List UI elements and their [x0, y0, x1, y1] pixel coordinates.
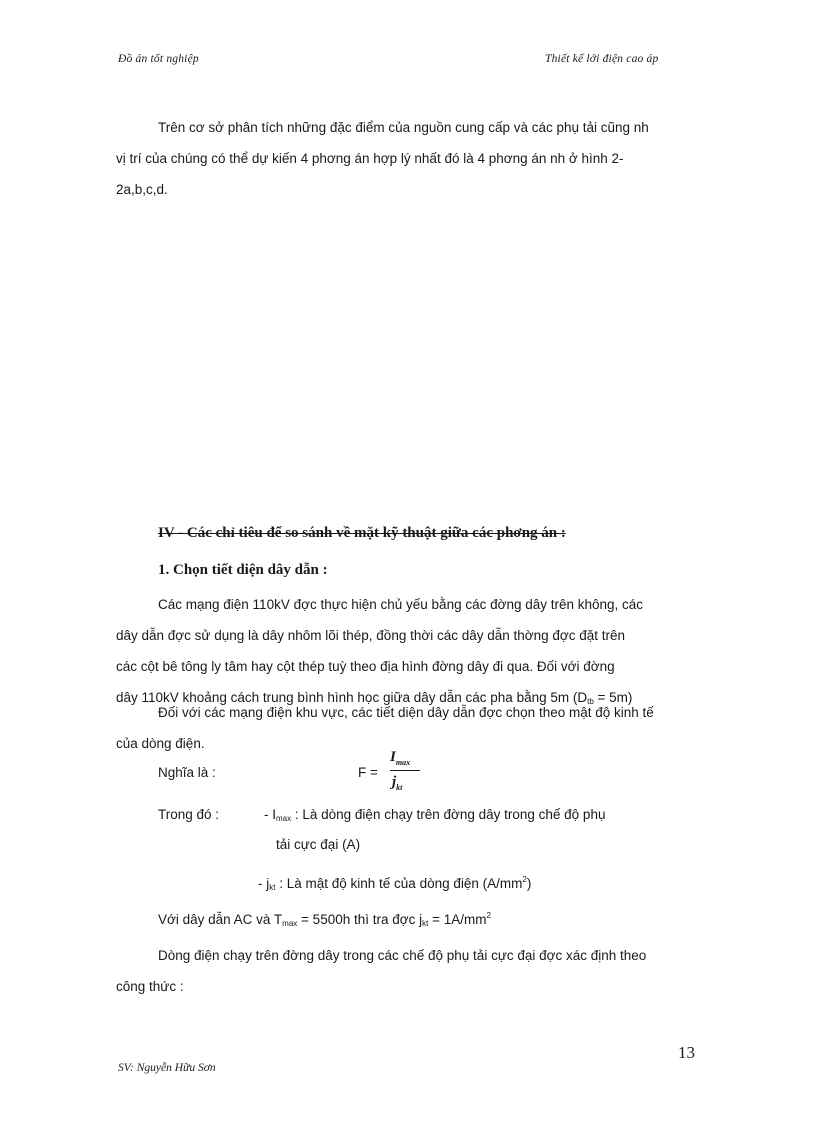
formula-label: Nghĩa là :	[158, 765, 216, 780]
formula-lhs: F =	[358, 765, 378, 780]
subsection-title: 1. Chọn tiết diện dây dẫn :	[158, 562, 328, 578]
intro-line-3: 2a,b,c,d.	[116, 182, 168, 197]
p1-line-3: các cột bê tông ly tâm hay cột thép tuỳ theo địa hình đờng dây đi qua. Đối với đờng	[116, 659, 615, 674]
p2-line-2: của dòng điện.	[116, 736, 205, 751]
where-item-1-cont: tải cực đại (A)	[276, 837, 361, 852]
where-item-2: - $j_{kt}$ : Là mật độ kinh tế của dòng điện $(A/mm^2)$	[258, 875, 532, 892]
with-conductor-line: Với dây dẫn AC và $T_{max} = 5500h$ thì tra đợc $j_{kt} = 1A/mm^2$	[158, 911, 491, 928]
fraction-bar	[390, 770, 420, 771]
intro-paragraph	[116, 112, 698, 205]
p2-line-1: Đối với các mạng điện khu vực, các tiết diện dây dẫn đợc chọn theo mật độ kinh tế	[158, 705, 654, 720]
header-right: Thiết kế lới điện cao áp	[545, 53, 659, 65]
where-item-1: - $I_{max}$ : Là dòng điện chạy trên đờng dây trong chế độ phụ	[264, 807, 606, 823]
where-label: Trong đó :	[158, 807, 220, 822]
paragraph-current	[116, 940, 698, 1002]
formula-denominator: $j_{kt}$	[392, 774, 403, 792]
page-number: 13	[678, 1043, 695, 1062]
p1-line-2: dây dẫn đợc sử dụng là dây nhôm lõi thép, đồng thời các dây dẫn thờng đợc đặt trên	[116, 628, 626, 643]
p3-line-1: Dòng điện chạy trên đờng dây trong các chế độ phụ tải cực đại đợc xác định theo	[158, 948, 647, 963]
intro-line-1: Trên cơ sở phân tích những đặc điểm của nguồn cung cấp và các phụ tải cũng nh	[158, 120, 649, 135]
p1-line-1: Các mạng điện 110kV đợc thực hiện chủ yếu bằng các đờng dây trên không, các	[158, 597, 644, 612]
student-name: SV: Nguyễn Hữu Sơn	[118, 1062, 216, 1074]
section-title: IV - Các chỉ tiêu để so sánh về mặt kỹ thuật giữa các phơng án :	[158, 525, 566, 541]
formula-numerator: $I_{max}$	[390, 749, 411, 767]
intro-line-2: vị trí của chúng có thể dự kiến 4 phơng án hợp lý nhất đó là 4 phơng án nh ở hình 2-	[116, 151, 624, 166]
p1-line-4: dây 110kV khoảng cách trung bình hình học giữa dây dẫn các pha bằng 5m $(D_{tb} = 5m)$	[116, 690, 633, 706]
header-left: Đồ án tốt nghiệp	[118, 53, 199, 65]
p3-line-2: công thức :	[116, 979, 184, 994]
